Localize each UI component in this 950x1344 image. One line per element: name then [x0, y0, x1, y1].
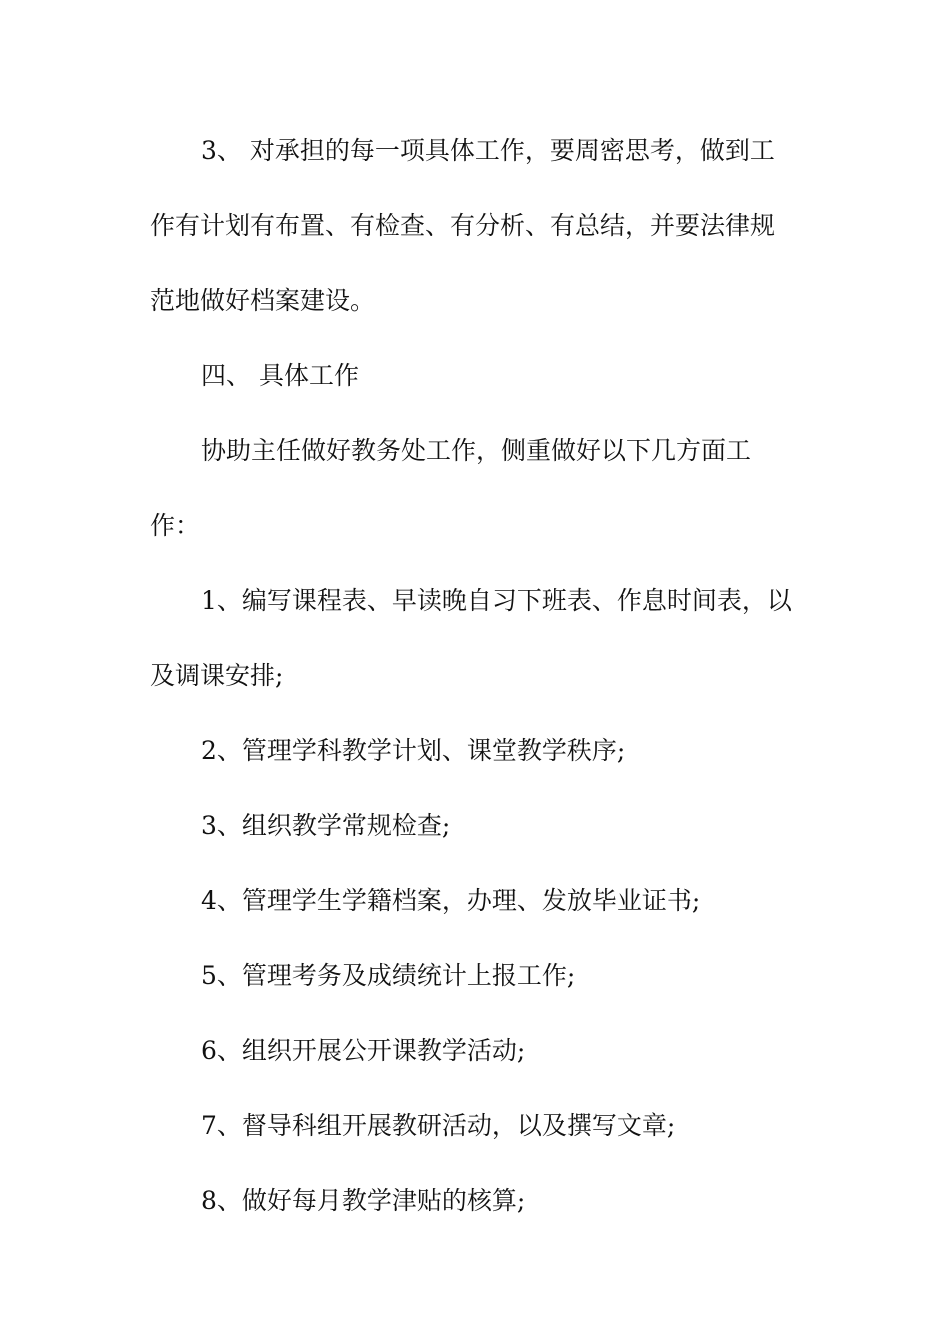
list-item: 8、做好每月教学津贴的核算; — [201, 1186, 526, 1215]
list-item: 3、组织教学常规检查; — [201, 811, 451, 840]
list-item: 2、管理学科教学计划、课堂教学秩序; — [201, 736, 626, 765]
paragraph-line: 作有计划有布置、有检查、有分析、有总结，并要法律规 — [150, 211, 776, 240]
paragraph-line: 作： — [150, 511, 201, 540]
list-item: 5、管理考务及成绩统计上报工作; — [201, 961, 576, 990]
list-item-continuation: 及调课安排; — [150, 661, 284, 690]
list-item: 6、组织开展公开课教学活动; — [201, 1036, 526, 1065]
paragraph-line: 范地做好档案建设。 — [150, 286, 376, 315]
section-heading: 四、 具体工作 — [201, 361, 359, 390]
paragraph-line: 3、 对承担的每一项具体工作，要周密思考，做到工 — [201, 136, 775, 165]
list-item: 1、编写课程表、早读晚自习下班表、作息时间表，以 — [201, 586, 792, 615]
paragraph-line: 协助主任做好教务处工作，侧重做好以下几方面工 — [201, 436, 752, 465]
list-item: 4、管理学生学籍档案，办理、发放毕业证书; — [201, 886, 701, 915]
list-item: 7、督导科组开展教研活动，以及撰写文章; — [201, 1111, 676, 1140]
